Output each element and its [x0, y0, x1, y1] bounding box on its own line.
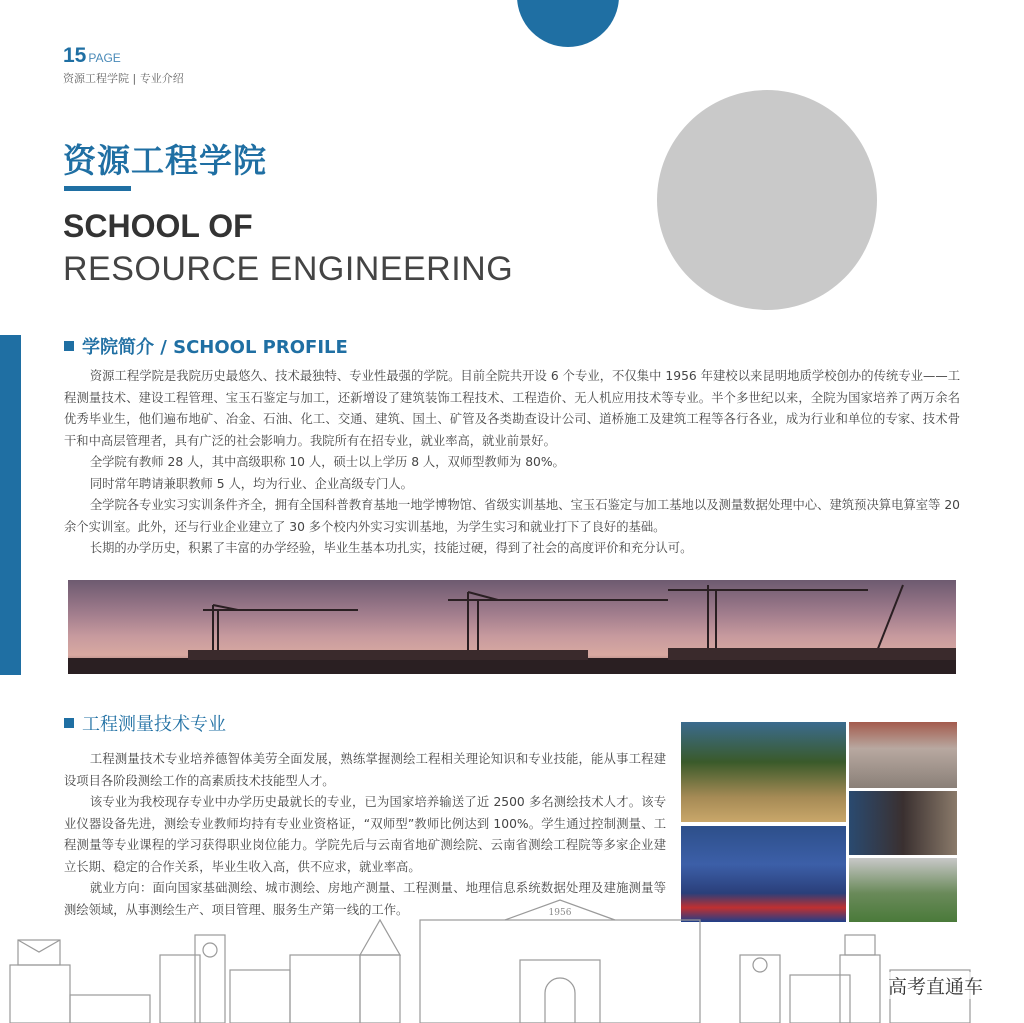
- paragraph: 同时常年聘请兼职教师 5 人，均为行业、企业高级专门人。: [89, 476, 413, 491]
- page-number: [63, 44, 121, 68]
- photo-surveying-practice: [681, 722, 846, 822]
- construction-cranes-banner-image: [68, 580, 956, 674]
- page-number-value: 15: [63, 44, 87, 67]
- breadcrumb: 资源工程学院 | 专业介绍: [63, 72, 184, 85]
- square-bullet-icon: [64, 341, 74, 351]
- decorative-circle-grey: [657, 90, 877, 310]
- paragraph: 资源工程学院是我院历史最悠久、技术最独特、专业性最强的学院。目前全院共开设 6 个专业，不仅集中 1956 年建校以来昆明地质学校创办的传统专业——工程测量技术、建设工程管理、宝玉石鉴定与加工，还新增设了建筑装饰工程技术、工程造价、无人机应用技术等专业。半个多世纪以来，全院为国家培养了两万余名优秀毕业生，他们遍布地矿、冶金、石油、化工、交通、建筑、国土、矿管及各类勘查设计公司、道桥施工及建筑工程等各行各业，成为行业和单位的专家、技术骨干和中高层管理者，具有广泛的社会影响力。我院所有在招专业，就业率高，就业前景好。: [64, 369, 960, 448]
- paragraph: 全学院有教师 28 人，其中高级职称 10 人，硕士以上学历 8 人，双师型教师为 80%。: [89, 455, 565, 469]
- section-heading-surveying: [64, 710, 226, 736]
- section-heading-profile: [64, 333, 348, 359]
- page-title-cn: 资源工程学院: [63, 141, 267, 180]
- page-label: PAGE: [88, 51, 121, 65]
- paragraph: 就业方向：面向国家基础测绘、城市测绘、房地产测量、工程测量、地理信息系统数据处理及建施测量等测绘领域，从事测绘生产、项目管理、服务生产第一线的工作。: [64, 881, 666, 917]
- paragraph: 工程测量技术专业培养德智体美劳全面发展，熟练掌握测绘工程相关理论知识和专业技能，能从事工程建设项目各阶段测绘工作的高素质技术技能型人才。: [64, 752, 666, 788]
- decorative-circle-top: [517, 0, 619, 47]
- paragraph: 全学院各专业实习实训条件齐全，拥有全国科普教育基地一地学博物馆、省级实训基地、宝玉石鉴定与加工基地以及测量数据处理中心、建筑预决算电算室等 20 余个实训室。此外，还与行业企业建立了 30 多个校内外实习实训基地，为学生实习和就业打下了良好的基础。: [64, 498, 960, 534]
- watermark: 高考直通车: [885, 972, 986, 999]
- title-underline: [64, 186, 131, 191]
- paragraph: 长期的办学历史，积累了丰富的办学经验，毕业生基本功扎实，技能过硬，得到了社会的高度评价和充分认可。: [89, 541, 693, 555]
- paragraph: 该专业为我校现存专业中办学历史最就长的专业，已为国家培养输送了近 2500 多名测绘技术人才。该专业仪器设备先进，测绘专业教师均持有专业业资格证，“双师型”教师比例达到 100%。学生通过控制测量、工程测量等专业课程的学习获得职业岗位能力。学院先后与云南省地矿测绘院、云南省测绘工程院等多家企业建立长期、稳定的合作关系，毕业生收入高，供不应求，就业率高。: [64, 795, 666, 874]
- left-accent-bar: [0, 335, 21, 675]
- city-line-illustration: [0, 895, 1024, 1023]
- photo-students-outdoor: [849, 722, 957, 788]
- crane-silhouettes: [68, 580, 956, 674]
- page-title-en-line1: SCHOOL OF: [63, 208, 253, 244]
- profile-text: [64, 366, 960, 560]
- photo-students-instrument: [849, 791, 957, 855]
- section-heading-text: 工程测量技术专业: [82, 714, 226, 735]
- square-bullet-icon: [64, 718, 74, 728]
- section-heading-text: 学院简介 / SCHOOL PROFILE: [82, 337, 348, 358]
- page-title-en-line2: RESOURCE ENGINEERING: [63, 250, 514, 288]
- building-year: 1956: [548, 908, 572, 918]
